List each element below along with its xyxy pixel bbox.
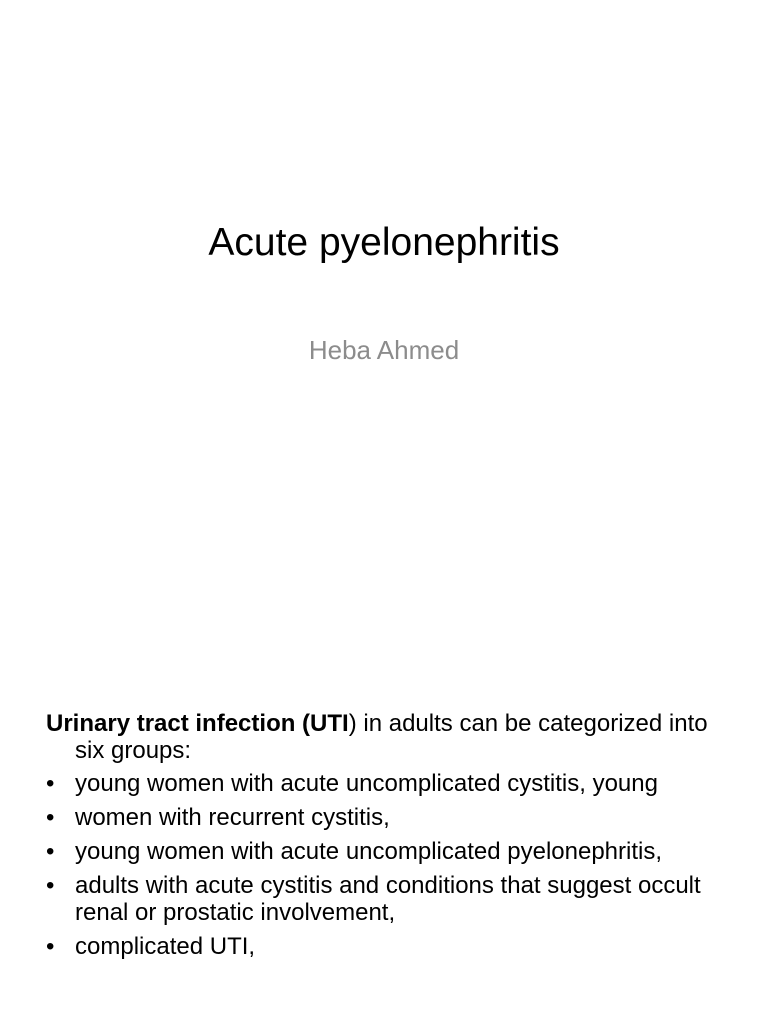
slide-body — [46, 710, 726, 967]
list-item — [46, 933, 726, 960]
bullet-icon: • — [46, 933, 55, 960]
bullet-icon: • — [46, 804, 55, 831]
list-item-text: complicated UTI, — [75, 933, 256, 960]
bullet-icon: • — [46, 770, 55, 797]
bullet-list — [46, 770, 726, 960]
list-item-text: adults with acute cystitis and conditions that suggest occult renal or prostatic involvement, — [75, 872, 701, 926]
list-item-text: women with recurrent cystitis, — [75, 804, 390, 831]
bullet-icon: • — [46, 872, 55, 899]
list-item — [46, 838, 726, 865]
list-item — [46, 804, 726, 831]
bullet-icon: • — [46, 838, 55, 865]
list-item-text: young women with acute uncomplicated pyelonephritis, — [75, 838, 663, 865]
lead-paragraph — [46, 710, 726, 764]
list-item-text: young women with acute uncomplicated cystitis, young — [75, 770, 658, 797]
lead-text: ) in adults can be categorized into six groups: — [75, 710, 708, 764]
list-item — [46, 770, 726, 797]
lead-bold-text: Urinary tract infection (UTI — [46, 710, 349, 737]
slide-title: Acute pyelonephritis — [208, 221, 560, 264]
list-item — [46, 872, 726, 926]
content-slide — [0, 576, 768, 1024]
slide-subtitle: Heba Ahmed — [308, 335, 460, 365]
